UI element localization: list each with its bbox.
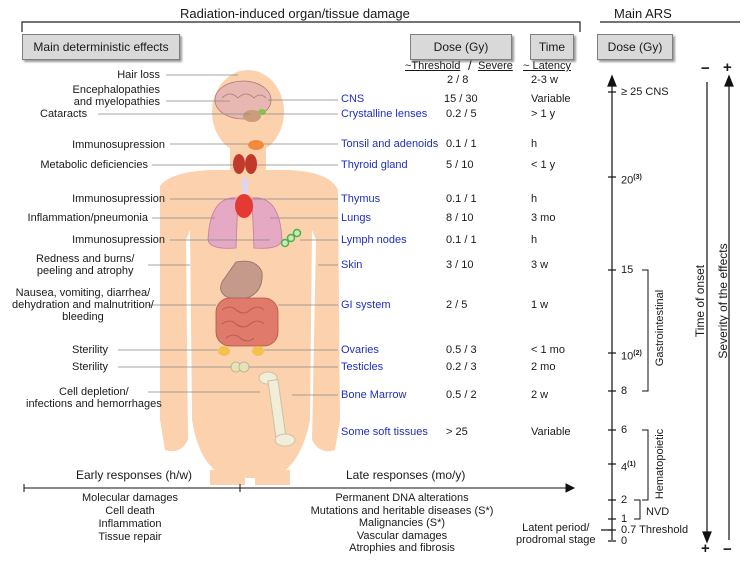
ars-tick-1: 1 [621,513,628,525]
ars-tick-4: 4$^{(1)}$ [621,461,636,474]
organ-cns: CNS [341,93,365,105]
organ-lungs: Lungs [341,212,371,224]
late-item: Mutations and heritable diseases (S*) [310,504,494,517]
organ-crystalline-lenses: Crystalline lenses [341,108,428,120]
dose-soft-tissues: > 25 [446,426,468,438]
dose-testicles: 0.2 / 3 [446,361,477,373]
severe-subheader: Severe [478,60,513,72]
early-item: Cell death [105,505,155,517]
testicles-organ [231,362,249,372]
effect-sterility-testicles: Sterility [72,361,109,373]
dose-tonsil: 0.1 / 1 [446,138,477,150]
dose-cns: 15 / 30 [444,93,478,105]
early-responses-title: Early responses (h/w) [76,468,193,482]
organ-testicles: Testicles [341,361,384,373]
late-item: Atrophies and fibrosis [349,542,455,554]
latency-subheader: ~ Latency [523,60,572,72]
late-item: Malignancies (S*) [358,517,446,529]
time-gi: 1 w [531,299,549,311]
organ-tonsil-adenoids: Tonsil and adenoids [341,138,439,150]
dose-skin: 3 / 10 [446,259,474,271]
trachea-organ [242,178,248,196]
time-thyroid: < 1 y [531,159,556,171]
time-lymph: h [531,234,538,246]
slash-subheader: / [468,58,472,73]
dose-gi: 2 / 5 [446,299,468,311]
late-responses-title: Late responses (mo/y) [346,468,466,482]
ars-tick-0: 0 [621,535,628,547]
nvd-label: NVD [646,506,670,518]
ars-tick-threshold: 0.7 Threshold [621,524,689,536]
organ-thyroid: Thyroid gland [341,159,408,171]
figure-title: Radiation-induced organ/tissue damage [180,6,410,21]
effect-nausea: Nausea, vomiting, diarrhea/ dehydration and malnutrition/ bleeding [12,287,154,323]
time-testicles: 2 mo [531,361,556,373]
effect-immunosupression-lymph: Immunosupression [72,234,165,246]
time-tonsil: h [531,138,538,150]
time-thymus: h [531,193,538,205]
dose-thymus: 0.1 / 1 [446,193,477,205]
dose-lungs: 8 / 10 [446,212,474,224]
latent-period-label: Latent period/ prodromal stage [516,522,596,546]
effect-sterility-ovaries: Sterility [72,344,109,356]
late-item: Permanent DNA alterations [335,492,469,504]
early-item: Tissue repair [98,531,162,543]
ars-tick-10: 10$^{(2)}$ [621,350,642,363]
early-item: Inflammation [98,518,162,530]
effect-immunosupression-tonsil: Immunosupression [72,139,165,151]
time-soft-tissues: Variable [531,426,571,438]
organ-gi-system: GI system [341,299,391,311]
dose-thyroid: 5 / 10 [446,159,474,171]
early-responses-list [42,492,218,544]
late-item: Vascular damages [356,529,448,542]
dose-header: Dose (Gy) [410,34,512,60]
onset-plus-bottom: + [701,540,710,557]
onset-minus-top: − [701,60,710,77]
organ-skin: Skin [341,259,363,271]
ars-tick-6: 6 [621,424,628,436]
dose-hair-loss: 2 / 8 [447,74,469,86]
effect-hair-loss: Hair loss [117,69,160,81]
ars-tick-8: 8 [621,385,628,397]
ars-brackets [634,270,648,519]
organ-bone-marrow: Bone Marrow [341,389,407,401]
time-lungs: 3 mo [531,212,556,224]
thymus-organ [235,194,253,218]
organ-thymus: Thymus [341,193,381,205]
organ-ovaries: Ovaries [341,344,379,356]
time-skin: 3 w [531,259,549,271]
ars-dose-header: Dose (Gy) [597,34,673,60]
effect-inflammation: Inflammation/pneumonia [27,212,148,224]
ars-tick-15: 15 [621,264,634,276]
time-hair-loss: 2-3 w [531,74,558,86]
dose-lenses: 0.2 / 5 [446,108,477,120]
bottom-response-arrow [24,484,574,492]
effect-cell-depletion: Cell depletion/ infections and hemorrhages [26,386,162,410]
ars-tick-2: 2 [621,494,628,506]
time-header: Time [530,34,574,60]
effect-encephalopathies: Encephalopathies and myelopathies [72,84,160,108]
organ-soft-tissues: Some soft tissues [341,426,428,438]
ars-tick-20: 20$^{(3)}$ [621,174,642,187]
tonsil-organ [248,140,264,150]
effect-immunosupression-thymus: Immunosupression [72,193,165,205]
hematopoietic-label: Hematopoietic [654,428,666,500]
effect-cataracts: Cataracts [40,108,88,120]
time-of-onset-label: Time of onset [693,264,707,338]
dose-bone-marrow: 0.5 / 2 [446,389,477,401]
late-responses-list [290,492,514,555]
threshold-subheader: ~Threshold [405,60,461,72]
severity-plus-top: + [723,59,732,76]
time-cns: Variable [531,93,571,105]
time-lenses: > 1 y [531,108,556,120]
effects-header: Main deterministic effects [22,34,180,60]
dose-lymph: 0.1 / 1 [446,234,477,246]
main-ars-title: Main ARS [614,6,672,21]
severity-label: Severity of the effects [716,243,730,359]
effect-redness: Redness and burns/ peeling and atrophy [36,253,135,277]
severity-minus-bottom: − [723,541,732,558]
ars-dose-axis [601,76,616,541]
effect-metabolic: Metabolic deficiencies [40,159,148,171]
ars-tick-25: ≥ 25 CNS [621,86,669,98]
time-ovaries: < 1 mo [531,344,565,356]
organ-lymph-nodes: Lymph nodes [341,234,407,246]
early-item: Molecular damages [82,492,178,504]
top-bracket [22,22,580,32]
gastrointestinal-label: Gastrointestinal [654,289,666,367]
dose-ovaries: 0.5 / 3 [446,344,477,356]
time-bone-marrow: 2 w [531,389,549,401]
